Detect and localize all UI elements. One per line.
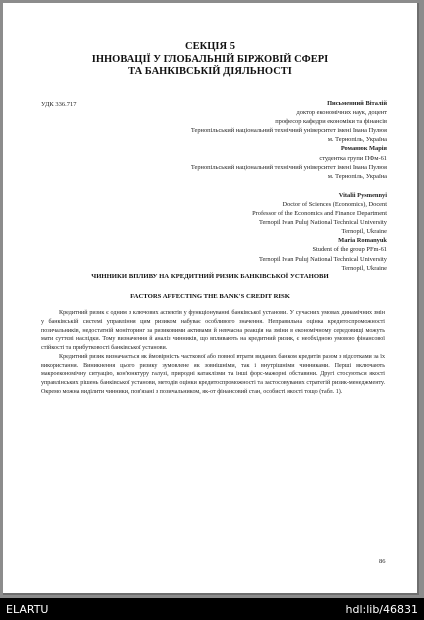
author-name: Vitalii Pysmennyi: [338, 191, 387, 199]
author-name: Романюк Марія: [340, 145, 387, 153]
author-line: м. Тернопіль, Україна: [327, 136, 387, 144]
author-block: [57, 99, 387, 273]
author-line: м. Тернопіль, Україна: [327, 172, 387, 180]
author-name: Письменний Віталій: [327, 100, 387, 107]
section-label: СЕКЦІЯ 5: [185, 41, 235, 52]
author-line: студентка групи ПФм-61: [319, 154, 387, 162]
author-line: Ternopil, Ukraine: [341, 228, 387, 236]
author-en-1: [57, 191, 387, 236]
author-line: професор кафедри економіки та фінансів: [275, 118, 387, 126]
author-line: Ternopil Ivan Puluj National Technical University: [258, 219, 387, 227]
author-line: Тернопільський національний технічний університет імені Івана Пулюя: [190, 127, 387, 135]
author-line: Student of the group PFm-61: [312, 246, 387, 254]
footer-bar: [0, 598, 424, 620]
section-title-line2: ТА БАНКІВСЬКІЙ ДІЯЛЬНОСТІ: [128, 66, 292, 77]
article-title-ua: ЧИННИКИ ВПЛИВУ НА КРЕДИТНИЙ РИЗИК БАНКІВСЬКОЇ УСТАНОВИ: [91, 273, 329, 280]
paragraph: Кредитний ризик є одним з ключових аспектів у функціонуванні банківської установи. У сучасних умовах динамічних змін у банківській системі управління цим ризиком набуває особливого значення. Неправильна оцінка кредитоспроможності позичальників, недостатній моніторинг за ризиковими активами й невчасна реакція на зміни в економічному середовищі можуть мати суттєві наслідки. Тому визначення й аналіз чинників, що впливають на кредитний ризик, є необхідною умовою фінансової стійкості та прибутковості банківської установи.: [41, 310, 385, 351]
author-line: Тернопільський національний технічний університет імені Івана Пулюя: [190, 163, 387, 171]
author-line: доктор економічних наук, доцент: [296, 109, 387, 117]
author-ua-2: [57, 144, 387, 180]
repository-name: ELARTU: [6, 603, 49, 616]
author-en-2: [57, 236, 387, 272]
author-ua-1: [57, 99, 387, 144]
author-name: Maria Romanyuk: [338, 237, 387, 245]
udc-code: УДК 336.717: [41, 101, 77, 108]
article-body: [41, 309, 385, 397]
paragraph: Кредитний ризик визначається як ймовірність часткової або повної втрати виданих банком кредитів разом з відсотками за їх використання. Виникнення цього ризику зумовлене як зовнішніми, так і внутрішніми чинниками. Перші включають макроекономічну ситуацію, кон'юнктуру галузі, природні катаклізми та інші форс-мажорні обставини. Другі стосуються якості управлінських рішень банківської установи, методів оцінки кредитоспроможності та застосовуваних стратегій ризик-менеджменту. Окремо можна виділити чинники, пов'язані з позичальником, як-от фінансовий стан, особисті якості тощо (табл. 1).: [41, 353, 385, 395]
article-title-en: FACTORS AFFECTING THE BANK'S CREDIT RISK: [130, 293, 290, 300]
page-number: 86: [379, 558, 386, 565]
handle-id: hdl:lib/46831: [345, 603, 418, 616]
author-line: Professor of the Economics and Finance Department: [252, 210, 387, 218]
section-title-line1: ІННОВАЦІЇ У ГЛОБАЛЬНІЙ БІРЖОВІЙ СФЕРІ: [91, 54, 329, 65]
document-page: [3, 3, 419, 595]
author-line: Ternopil Ivan Puluj National Technical University: [258, 255, 387, 263]
author-line: Doctor of Sciences (Economics), Docent: [282, 200, 387, 208]
author-line: Ternopil, Ukraine: [341, 264, 387, 272]
